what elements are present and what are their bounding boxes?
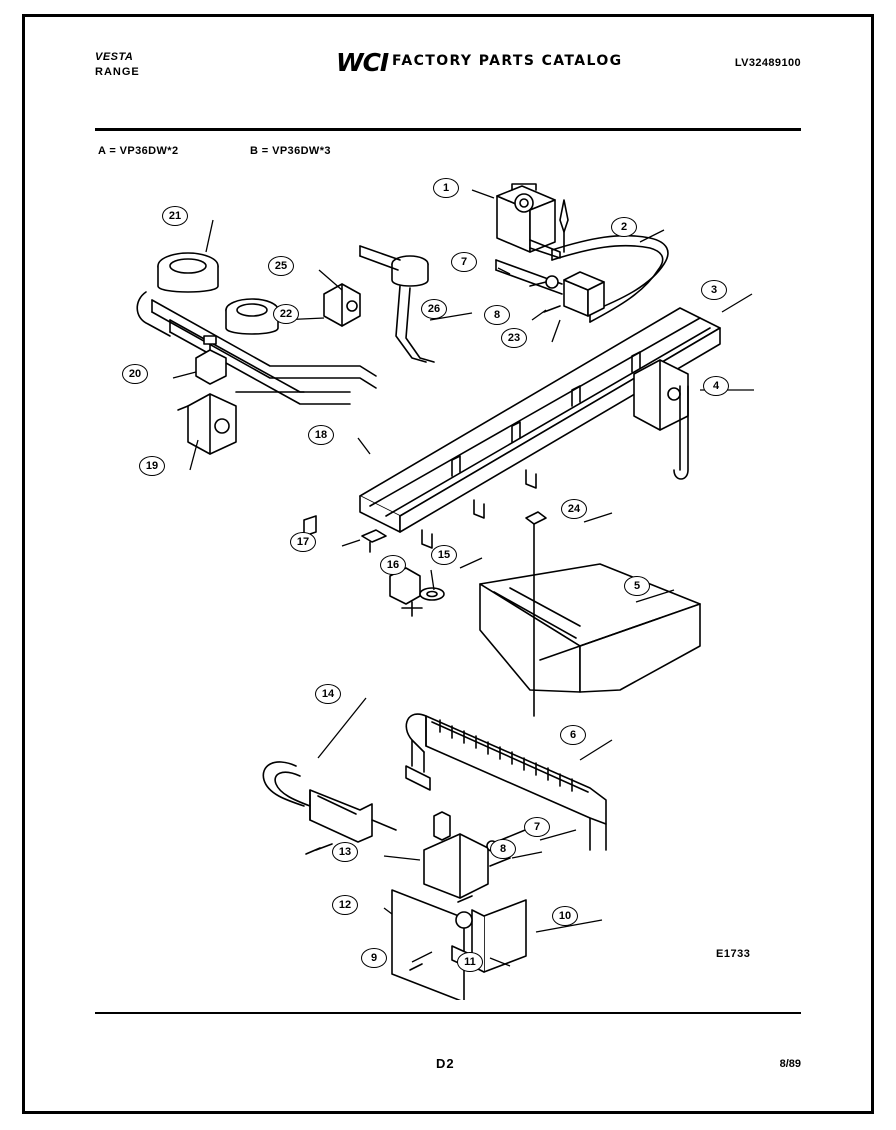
legend-model-a: A = VP36DW*2	[98, 145, 179, 157]
callout-24: 24	[561, 499, 587, 519]
document-number: LV32489100	[734, 57, 801, 69]
parts-diagram	[60, 160, 840, 1000]
legend-model-b: B = VP36DW*3	[250, 145, 331, 157]
callout-8: 8	[484, 305, 510, 325]
callout-21: 21	[162, 206, 188, 226]
callout-8: 8	[490, 839, 516, 859]
callout-7: 7	[451, 252, 477, 272]
callout-3: 3	[701, 280, 727, 300]
callout-11: 11	[457, 952, 483, 972]
callout-20: 20	[122, 364, 148, 384]
callout-23: 23	[501, 328, 527, 348]
callout-22: 22	[273, 304, 299, 324]
figure-code: E1733	[716, 948, 751, 960]
callout-26: 26	[421, 299, 447, 319]
wci-logo: WCI	[336, 48, 389, 77]
callout-12: 12	[332, 895, 358, 915]
callout-17: 17	[290, 532, 316, 552]
date-code: 8/89	[779, 1058, 801, 1070]
callout-2: 2	[611, 217, 637, 237]
callout-7: 7	[524, 817, 550, 837]
callout-18: 18	[308, 425, 334, 445]
callout-14: 14	[315, 684, 341, 704]
catalog-title: FACTORY PARTS CATALOG	[392, 53, 623, 69]
callout-1: 1	[433, 178, 459, 198]
callout-19: 19	[139, 456, 165, 476]
callout-4: 4	[703, 376, 729, 396]
callout-5: 5	[624, 576, 650, 596]
callout-25: 25	[268, 256, 294, 276]
callout-16: 16	[380, 555, 406, 575]
brand-block	[95, 50, 140, 80]
brand-line-1: VESTA	[95, 51, 134, 63]
callout-15: 15	[431, 545, 457, 565]
brand-line-2: RANGE	[95, 66, 140, 78]
footer-divider	[95, 1012, 801, 1014]
callout-6: 6	[560, 725, 586, 745]
header-divider	[95, 128, 801, 131]
callout-13: 13	[332, 842, 358, 862]
page-code: D2	[436, 1056, 455, 1071]
callout-10: 10	[552, 906, 578, 926]
callout-9: 9	[361, 948, 387, 968]
